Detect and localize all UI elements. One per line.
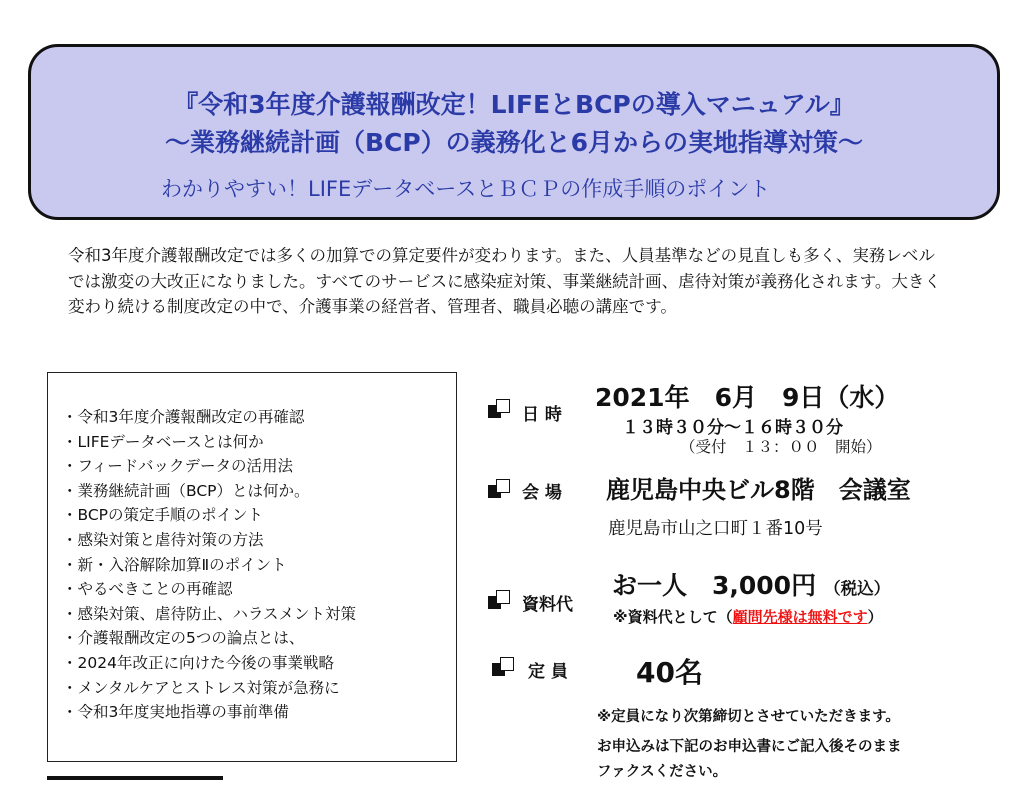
fee-note-suffix: ） — [867, 608, 883, 626]
topic-item: ・新・入浴解除加算Ⅱのポイント — [62, 555, 287, 574]
application-note-line2: ファクスください。 — [597, 764, 728, 780]
topics-list — [48, 373, 456, 725]
fee-amount: お一人 3,000円 — [612, 571, 817, 600]
reception-time: （受付 １３：００ 開始） — [680, 438, 882, 456]
fee-note-free: 顧問先様は無料です — [732, 608, 868, 626]
banner-title-line1: 『令和3年度介護報酬改定！LIFEとBCPの導入マニュアル』 — [173, 90, 855, 119]
fee-label: 資料代 — [522, 595, 573, 615]
fee-note — [613, 606, 883, 627]
topic-item: ・令和3年度実地指導の事前準備 — [62, 703, 289, 722]
capacity-note: ※定員になり次第締切とさせていただきます。 — [597, 709, 900, 725]
topics-box — [47, 372, 457, 762]
venue-name: 鹿児島中央ビル8階 会議室 — [606, 476, 911, 504]
topic-item: ・やるべきことの再確認 — [62, 580, 233, 599]
bullet-square-icon — [492, 657, 514, 677]
bullet-square-icon — [488, 399, 510, 419]
bullet-square-icon — [488, 590, 510, 610]
banner-title-line2: ～業務継続計画（BCP）の義務化と6月からの実地指導対策～ — [164, 128, 864, 157]
topic-item: ・フィードバックデータの活用法 — [62, 457, 293, 476]
fee-tax: （税込） — [824, 579, 891, 598]
topic-item: ・BCPの策定手順のポイント — [62, 506, 264, 525]
intro-paragraph: 令和3年度介護報酬改定では多くの加算での算定要件が変わります。また、人員基準などの見直しも多く、実務レベルでは激変の大改正になりました。すべてのサービスに感染症対策、事業継続計画、虐待対策が義務化されます。大きく変わり続ける制度改定の中で、介護事業の経営者、管理者、職員必聴の講座です。 — [68, 246, 941, 316]
date-label: 日 時 — [522, 405, 562, 425]
topic-item: ・業務継続計画（BCP）とは何か。 — [62, 481, 310, 500]
topic-item: ・感染対策と虐待対策の方法 — [62, 530, 264, 549]
title-banner — [28, 44, 1000, 220]
topic-item: ・感染対策、虐待防止、ハラスメント対策 — [62, 604, 357, 623]
fee-amount-row — [612, 566, 890, 602]
fee-note-prefix: ※資料代として（ — [613, 608, 733, 626]
bullet-square-icon — [488, 479, 510, 499]
venue-label: 会 場 — [522, 483, 562, 503]
capacity-label: 定 員 — [528, 662, 568, 682]
event-date: 2021年 6月 9日（水） — [595, 383, 900, 412]
banner-subtitle: わかりやすい！LIFEデータベースとＢＣＰの作成手順のポイント — [161, 177, 771, 201]
topic-item: ・令和3年度介護報酬改定の再確認 — [62, 408, 305, 426]
topic-item: ・介護報酬改定の5つの論点とは、 — [62, 629, 305, 648]
topic-item: ・2024年改正に向けた今後の事業戦略 — [62, 653, 334, 672]
venue-address: 鹿児島市山之口町１番10号 — [608, 519, 823, 539]
footer-divider — [47, 776, 223, 780]
capacity-value: 40名 — [636, 656, 703, 689]
application-note-line1: お申込みは下記のお申込書にご記入後そのまま — [597, 739, 902, 755]
topic-item: ・LIFEデータベースとは何か — [62, 432, 264, 451]
topic-item: ・メンタルケアとストレス対策が急務に — [62, 678, 340, 697]
event-time: １３時３０分～１６時３０分 — [622, 418, 843, 438]
